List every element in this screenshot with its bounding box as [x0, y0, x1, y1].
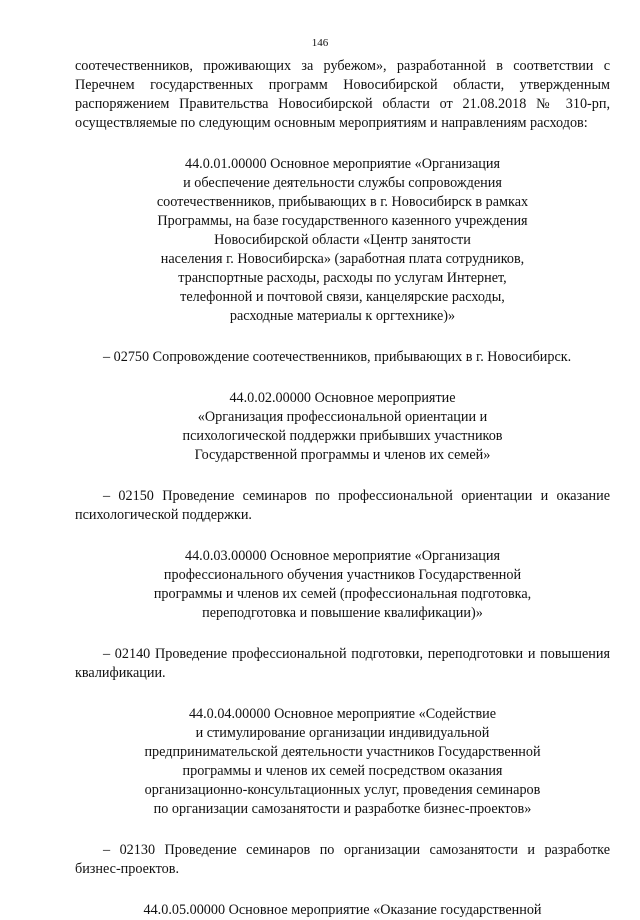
heading-line: 44.0.01.00000 Основное мероприятие «Организация: [184, 156, 500, 172]
expense-item-02140: – 02140 Проведение профессиональной подготовки, переподготовки и повышения квалификации.: [75, 646, 610, 681]
heading-line: и обеспечение деятельности службы сопровождения: [183, 175, 502, 191]
expense-item-02130: – 02130 Проведение семинаров по организации самозанятости и разработке бизнес-проектов.: [75, 842, 610, 877]
heading-line: психологической поддержки прибывших участников: [182, 428, 503, 444]
heading-line: телефонной и почтовой связи, канцелярские расходы,: [180, 289, 505, 305]
heading-line: программы и членов их семей посредством оказания: [182, 763, 503, 779]
heading-line: расходные материалы к оргтехнике)»: [229, 308, 456, 324]
heading-line: и стимулирование организации индивидуальной: [195, 725, 490, 741]
heading-line: организационно-консультационных услуг, проведения семинаров: [144, 782, 541, 798]
spacer: [75, 367, 610, 389]
page-number: 146: [311, 37, 329, 49]
spacer: [75, 819, 610, 841]
section-heading-3: [75, 547, 610, 623]
spacer: [75, 683, 610, 705]
spacer: [75, 133, 610, 155]
heading-line: 44.0.02.00000 Основное мероприятие: [229, 390, 456, 406]
section-heading-2: [75, 389, 610, 465]
heading-line: профессионального обучения участников Государственной: [163, 567, 522, 583]
heading-line: населения г. Новосибирска» (заработная плата сотрудников,: [160, 251, 525, 267]
spacer: [75, 525, 610, 547]
heading-line: 44.0.03.00000 Основное мероприятие «Организация: [184, 548, 500, 564]
expense-item-02150: – 02150 Проведение семинаров по профессиональной ориентации и оказание психологической поддержки.: [75, 488, 610, 523]
heading-line: 44.0.04.00000 Основное мероприятие «Содействие: [188, 706, 497, 722]
spacer: [75, 326, 610, 348]
spacer: [75, 623, 610, 645]
expense-item-02750: – 02750 Сопровождение соотечественников, прибывающих в г. Новосибирск.: [103, 349, 572, 365]
spacer: [75, 879, 610, 901]
heading-line: Программы, на базе государственного казенного учреждения: [157, 213, 528, 229]
heading-line: «Организация профессиональной ориентации и: [197, 409, 488, 425]
intro-paragraph: соотечественников, проживающих за рубежом», разработанной в соответствии с Перечнем государственных программ Новосибирской области, утвержденным распоряжением Правительства Новосибирской области от 21.08.2018 № 310-рп, осуществляемые по следующим основным мероприятиям и направлениям расходов:: [75, 58, 610, 131]
section-heading-1: [75, 155, 610, 326]
heading-line: программы и членов их семей (профессиональная подготовка,: [153, 586, 532, 602]
heading-line: транспортные расходы, расходы по услугам Интернет,: [178, 270, 507, 286]
heading-line: предпринимательской деятельности участников Государственной: [144, 744, 541, 760]
heading-line: по организации самозанятости и разработке бизнес-проектов»: [153, 801, 532, 817]
heading-line: Государственной программы и членов их семей»: [194, 447, 491, 463]
heading-line: соотечественников, прибывающих в г. Новосибирск в рамках: [156, 194, 529, 210]
heading-line: переподготовка и повышение квалификации)»: [202, 605, 483, 621]
heading-line: Новосибирской области «Центр занятости: [214, 232, 471, 248]
document-body: [75, 57, 610, 920]
section-heading-5: [75, 901, 610, 920]
section-heading-4: [75, 705, 610, 819]
heading-line: 44.0.05.00000 Основное мероприятие «Оказание государственной: [143, 902, 542, 918]
spacer: [75, 465, 610, 487]
